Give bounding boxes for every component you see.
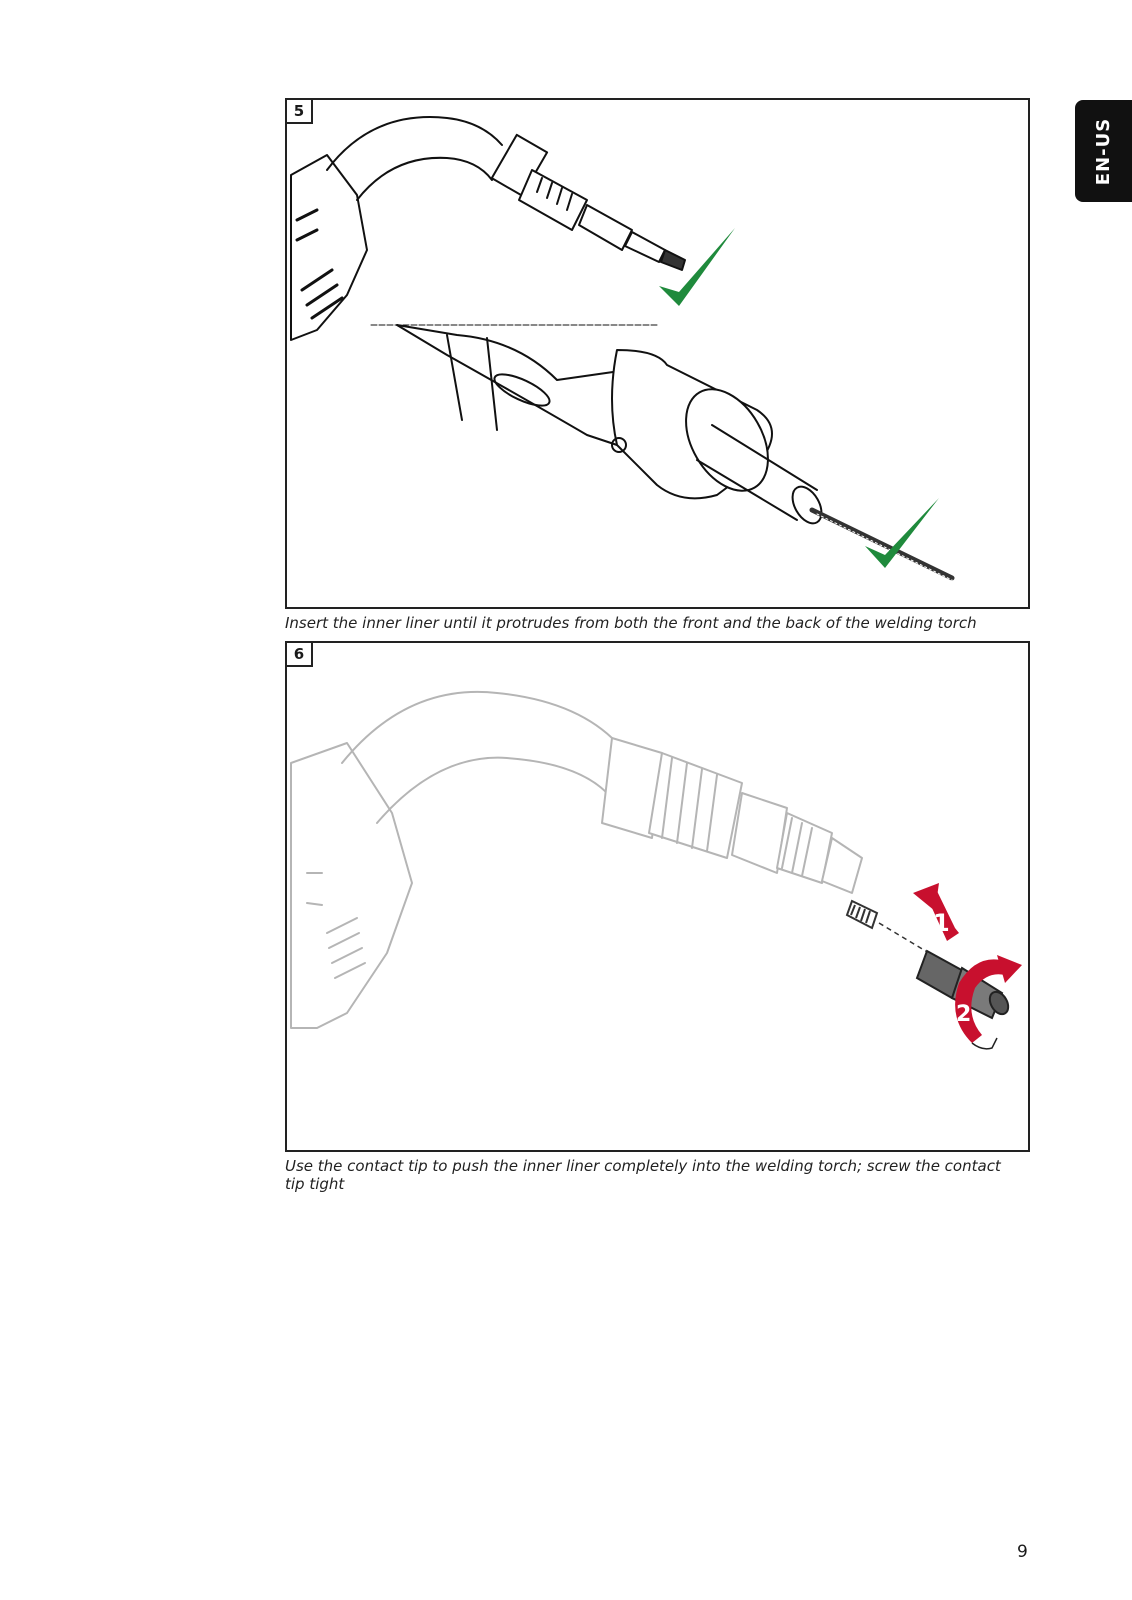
step-5-caption: Insert the inner liner until it protrudes from both the front and the back of the welding torch [285, 614, 977, 632]
arrow-2-label: 2 [956, 1002, 972, 1027]
arrow-1-label: 1 [933, 909, 950, 937]
step-5-number: 5 [287, 100, 313, 124]
step-6-caption: Use the contact tip to push the inner liner completely into the welding torch; screw the contact tip tight [285, 1157, 1001, 1193]
language-label: EN-US [1093, 117, 1115, 185]
step-6-number: 6 [287, 643, 313, 667]
page-number: 9 [1017, 1542, 1028, 1562]
step-6-figure [285, 641, 1030, 1152]
language-tab [1075, 100, 1132, 202]
torch-liner-illustration [287, 100, 1028, 607]
step-5-figure [285, 98, 1030, 609]
contact-tip-illustration [287, 643, 1028, 1150]
